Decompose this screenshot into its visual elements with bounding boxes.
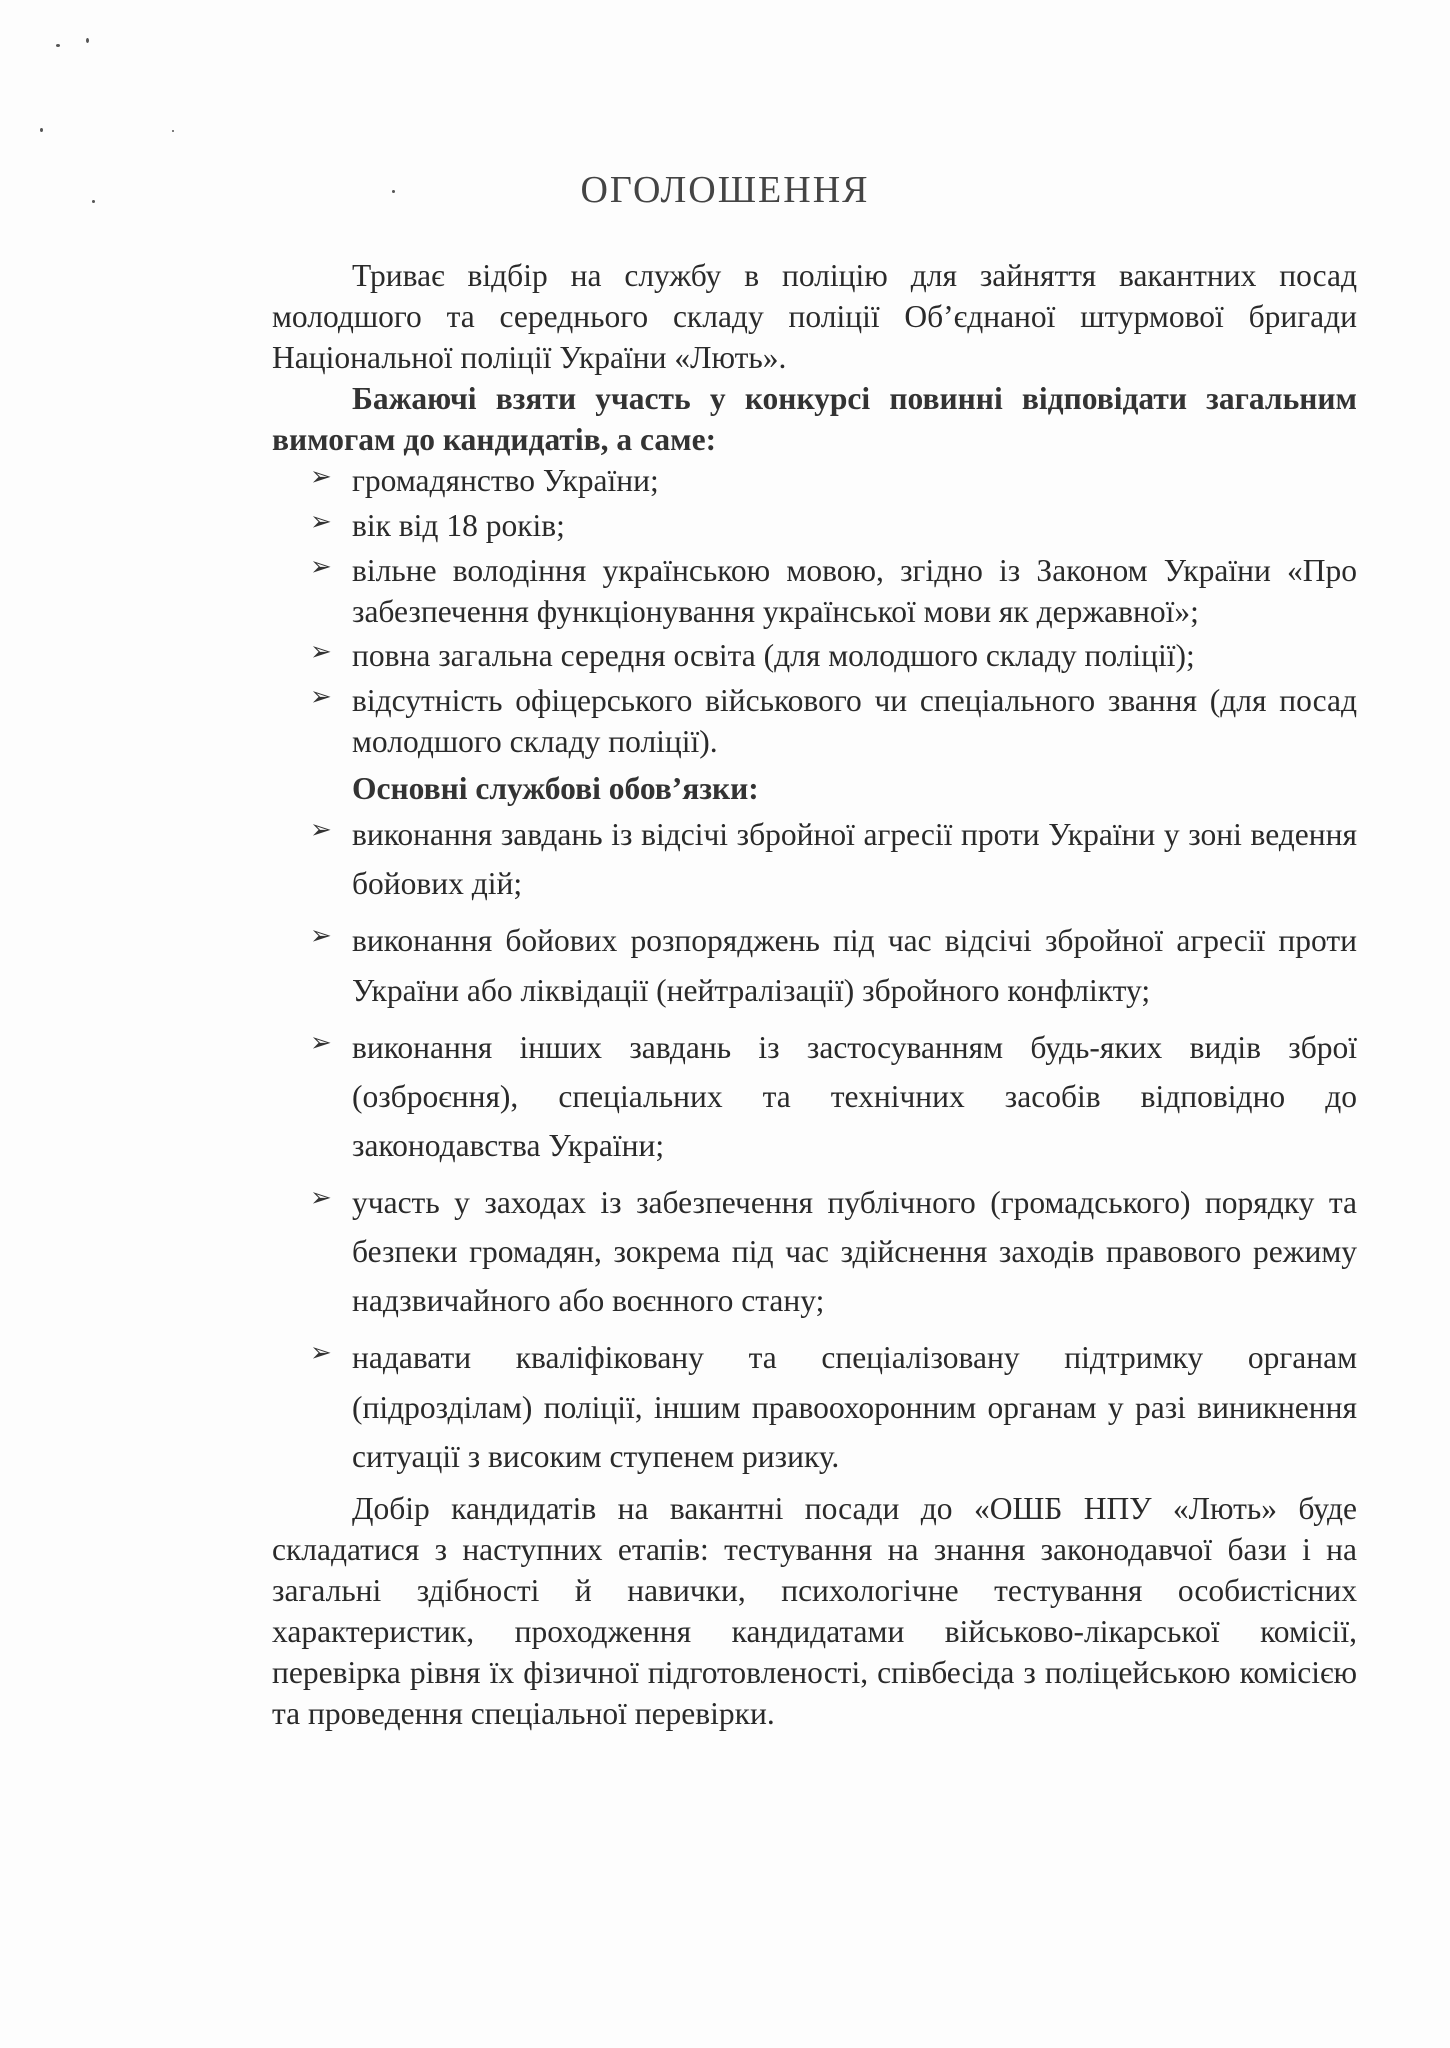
- arrow-bullet-icon: ➢: [310, 815, 332, 846]
- arrow-bullet-icon: ➢: [310, 637, 332, 668]
- page-title: ОГОЛОШЕННЯ: [580, 169, 870, 211]
- arrow-bullet-icon: ➢: [310, 506, 332, 537]
- list-item: ➢ участь у заходах із забезпечення публічного (громадського) порядку та безпеки громадян, зокрема під час здійснення заходів правового режиму надзвичайного або воєнного стану;: [272, 1178, 1357, 1325]
- list-item: ➢ надавати кваліфіковану та спеціалізовану підтримку органам (підрозділам) поліції, іншим правоохоронним органам у разі виникнення ситуації з високим ступенем ризику.: [272, 1333, 1357, 1480]
- list-item: ➢ повна загальна середня освіта (для молодшого складу поліції);: [310, 637, 1195, 674]
- arrow-bullet-icon: ➢: [310, 1183, 332, 1214]
- list-item: ➢ громадянство України;: [310, 461, 659, 498]
- arrow-bullet-icon: ➢: [310, 1338, 332, 1369]
- selection-paragraph: Добір кандидатів на вакантні посади до «ОШБ НПУ «Лють» буде складатися з наступних етапів: тестування на знання законодавчої бази і на загальні здібності й навички, психологічне тестування особистісних характеристик, проходження кандидатами військово-лікарської комісії, перевірка рівня їх фізичної підготовленості, співбесіда з поліцейською комісією та проведення спеціальної перевірки.: [272, 1490, 1357, 1731]
- list-item: ➢ вік від 18 років;: [310, 506, 565, 543]
- scan-speck: [40, 128, 43, 132]
- requirements-heading: Бажаючі взяти участь у конкурсі повинні відповідати загальним вимогам до кандидатів, а саме:: [272, 380, 1357, 457]
- list-item: ➢ відсутність офіцерського військового чи спеціального звання (для посад молодшого складу поліції).: [310, 682, 1357, 760]
- list-item: ➢ вільне володіння українською мовою, згідно із Законом України «Про забезпечення функціонування української мови як державної»;: [310, 551, 1357, 629]
- scan-speck: [172, 130, 174, 132]
- arrow-bullet-icon: ➢: [310, 682, 332, 713]
- arrow-bullet-icon: ➢: [310, 921, 332, 952]
- list-item: ➢ виконання завдань із відсічі збройної агресії проти України у зоні ведення бойових дій;: [272, 810, 1357, 908]
- arrow-bullet-icon: ➢: [310, 551, 332, 582]
- duties-heading: Основні службові обов’язки:: [352, 771, 759, 807]
- scan-speck: [86, 38, 89, 43]
- duties-list: [272, 810, 1357, 1481]
- document-body: [272, 256, 1357, 1734]
- scan-speck: [56, 44, 60, 47]
- intro-paragraph: Триває відбір на службу в поліцію для зайняття вакантних посад молодшого та середнього складу поліції Об’єднаної штурмової бригади Національної поліції України «Лють».: [272, 258, 1357, 375]
- arrow-bullet-icon: ➢: [310, 1027, 332, 1058]
- requirements-list: [272, 461, 1357, 764]
- arrow-bullet-icon: ➢: [310, 461, 332, 492]
- list-item: ➢ виконання бойових розпоряджень під час відсічі збройної агресії проти України або ліквідації (нейтралізації) збройного конфлікту;: [272, 916, 1357, 1014]
- list-item: ➢ виконання інших завдань із застосуванням будь-яких видів зброї (озброєння), спеціальних та технічних засобів відповідно до законодавства України;: [272, 1023, 1357, 1170]
